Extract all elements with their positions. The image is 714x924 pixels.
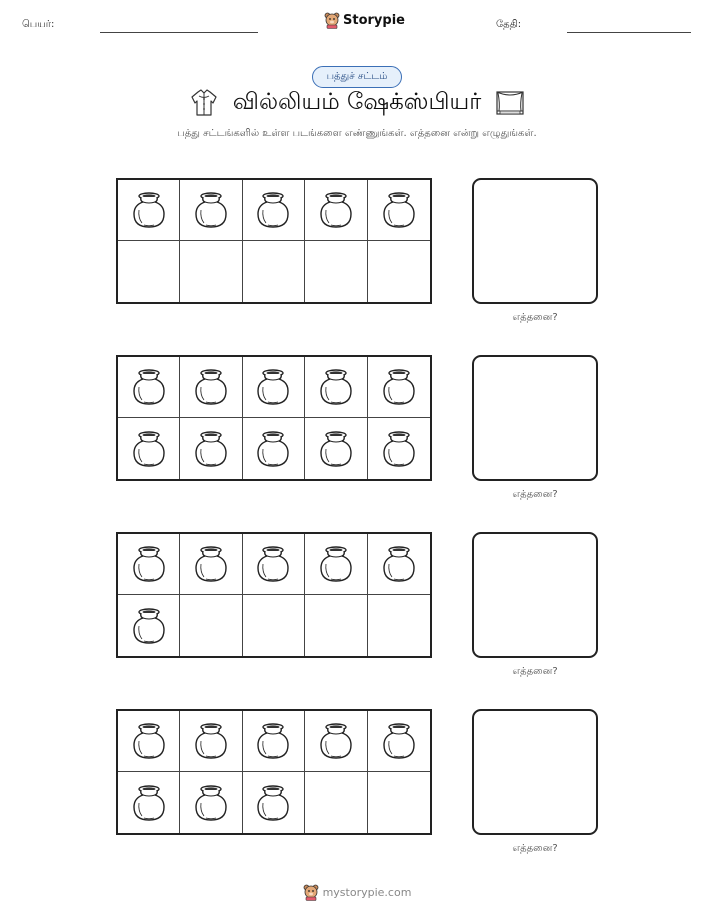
pot-icon (318, 544, 354, 584)
pot-icon (131, 429, 167, 469)
ten-frame-cell (243, 357, 305, 418)
storypie-bear-icon (303, 884, 319, 901)
footer (0, 884, 714, 901)
ten-frame-cell (180, 357, 242, 418)
pot-icon (381, 190, 417, 230)
ten-frame-cell (243, 241, 305, 302)
brand (324, 12, 405, 29)
ten-frame-cell (305, 241, 367, 302)
ten-frame-4 (116, 709, 432, 835)
ten-frame-cell (305, 711, 367, 772)
pot-icon (318, 721, 354, 761)
answer-box-2[interactable] (472, 355, 598, 481)
pot-icon (193, 544, 229, 584)
pot-icon (318, 429, 354, 469)
ten-frame-cell (243, 711, 305, 772)
ten-frame-cell (180, 534, 242, 595)
ten-frame-cell (305, 180, 367, 241)
pot-icon (131, 190, 167, 230)
ten-frame-cell (118, 241, 180, 302)
ten-frame-cell (180, 180, 242, 241)
ten-frame-cell (118, 595, 180, 656)
ten-frame-cell (368, 418, 430, 479)
pot-icon (193, 783, 229, 823)
ten-frame-cell (305, 772, 367, 833)
ten-frame-cell (243, 180, 305, 241)
ten-frame-cell (368, 534, 430, 595)
ten-frame-cell (243, 595, 305, 656)
pot-icon (381, 721, 417, 761)
answer-box-4[interactable] (472, 709, 598, 835)
ten-frame-cell (305, 595, 367, 656)
brand-name: Storypie (343, 13, 405, 28)
pot-icon (131, 783, 167, 823)
pot-icon (255, 429, 291, 469)
pot-icon (381, 367, 417, 407)
instructions: பத்து சட்டங்களில் உள்ள படங்களை எண்ணுங்கள். எத்தனை என்று எழுதுங்கள். (177, 128, 537, 139)
pot-icon (131, 544, 167, 584)
ten-frame-cell (118, 711, 180, 772)
ten-frame-cell (368, 241, 430, 302)
answer-box-1[interactable] (472, 178, 598, 304)
ten-frame-cell (180, 595, 242, 656)
ten-frame-cell (118, 357, 180, 418)
worksheet-type-badge: பத்துச் சட்டம் (312, 66, 402, 88)
pot-icon (318, 190, 354, 230)
pot-icon (255, 367, 291, 407)
ten-frame-cell (243, 772, 305, 833)
ten-frame-2 (116, 355, 432, 481)
pot-icon (131, 606, 167, 646)
pot-icon (193, 190, 229, 230)
pot-icon (131, 721, 167, 761)
answer-label-4: எத்தனை? (512, 843, 558, 854)
ten-frame-cell (368, 772, 430, 833)
date-line[interactable] (567, 32, 691, 33)
ten-frame-cell (118, 418, 180, 479)
ten-frame-cell (368, 711, 430, 772)
storypie-bear-icon (324, 12, 340, 29)
ten-frame-cell (305, 534, 367, 595)
pot-icon (381, 544, 417, 584)
pot-icon (381, 429, 417, 469)
ten-frame-cell (118, 534, 180, 595)
ten-frame-cell (180, 241, 242, 302)
ten-frame-cell (118, 772, 180, 833)
name-line[interactable] (100, 32, 258, 33)
pot-icon (255, 783, 291, 823)
ten-frame-cell (368, 357, 430, 418)
page-title: வில்லியம் ஷேக்ஸ்பியர் (232, 88, 482, 115)
pot-icon (318, 367, 354, 407)
ten-frame-cell (180, 418, 242, 479)
pot-icon (193, 367, 229, 407)
pot-icon (255, 721, 291, 761)
answer-label-3: எத்தனை? (512, 666, 558, 677)
ten-frame-cell (243, 418, 305, 479)
title-row (0, 88, 714, 118)
ten-frame-cell (305, 357, 367, 418)
pot-icon (193, 721, 229, 761)
ten-frame-cell (305, 418, 367, 479)
ten-frame-cell (118, 180, 180, 241)
theater-stage-icon (495, 89, 525, 117)
pot-icon (255, 190, 291, 230)
ten-frame-cell (368, 180, 430, 241)
answer-label-1: எத்தனை? (512, 312, 558, 323)
pot-icon (131, 367, 167, 407)
ten-frame-cell (180, 711, 242, 772)
answer-label-2: எத்தனை? (512, 489, 558, 500)
pot-icon (193, 429, 229, 469)
ten-frame-cell (368, 595, 430, 656)
answer-box-3[interactable] (472, 532, 598, 658)
date-label: தேதி: (496, 19, 522, 30)
name-label: பெயர்: (22, 19, 55, 30)
ten-frame-3 (116, 532, 432, 658)
pot-icon (255, 544, 291, 584)
footer-url: mystorypie.com (322, 886, 412, 899)
ten-frame-cell (243, 534, 305, 595)
ten-frame-1 (116, 178, 432, 304)
ten-frame-cell (180, 772, 242, 833)
doublet-costume-icon (189, 88, 219, 118)
